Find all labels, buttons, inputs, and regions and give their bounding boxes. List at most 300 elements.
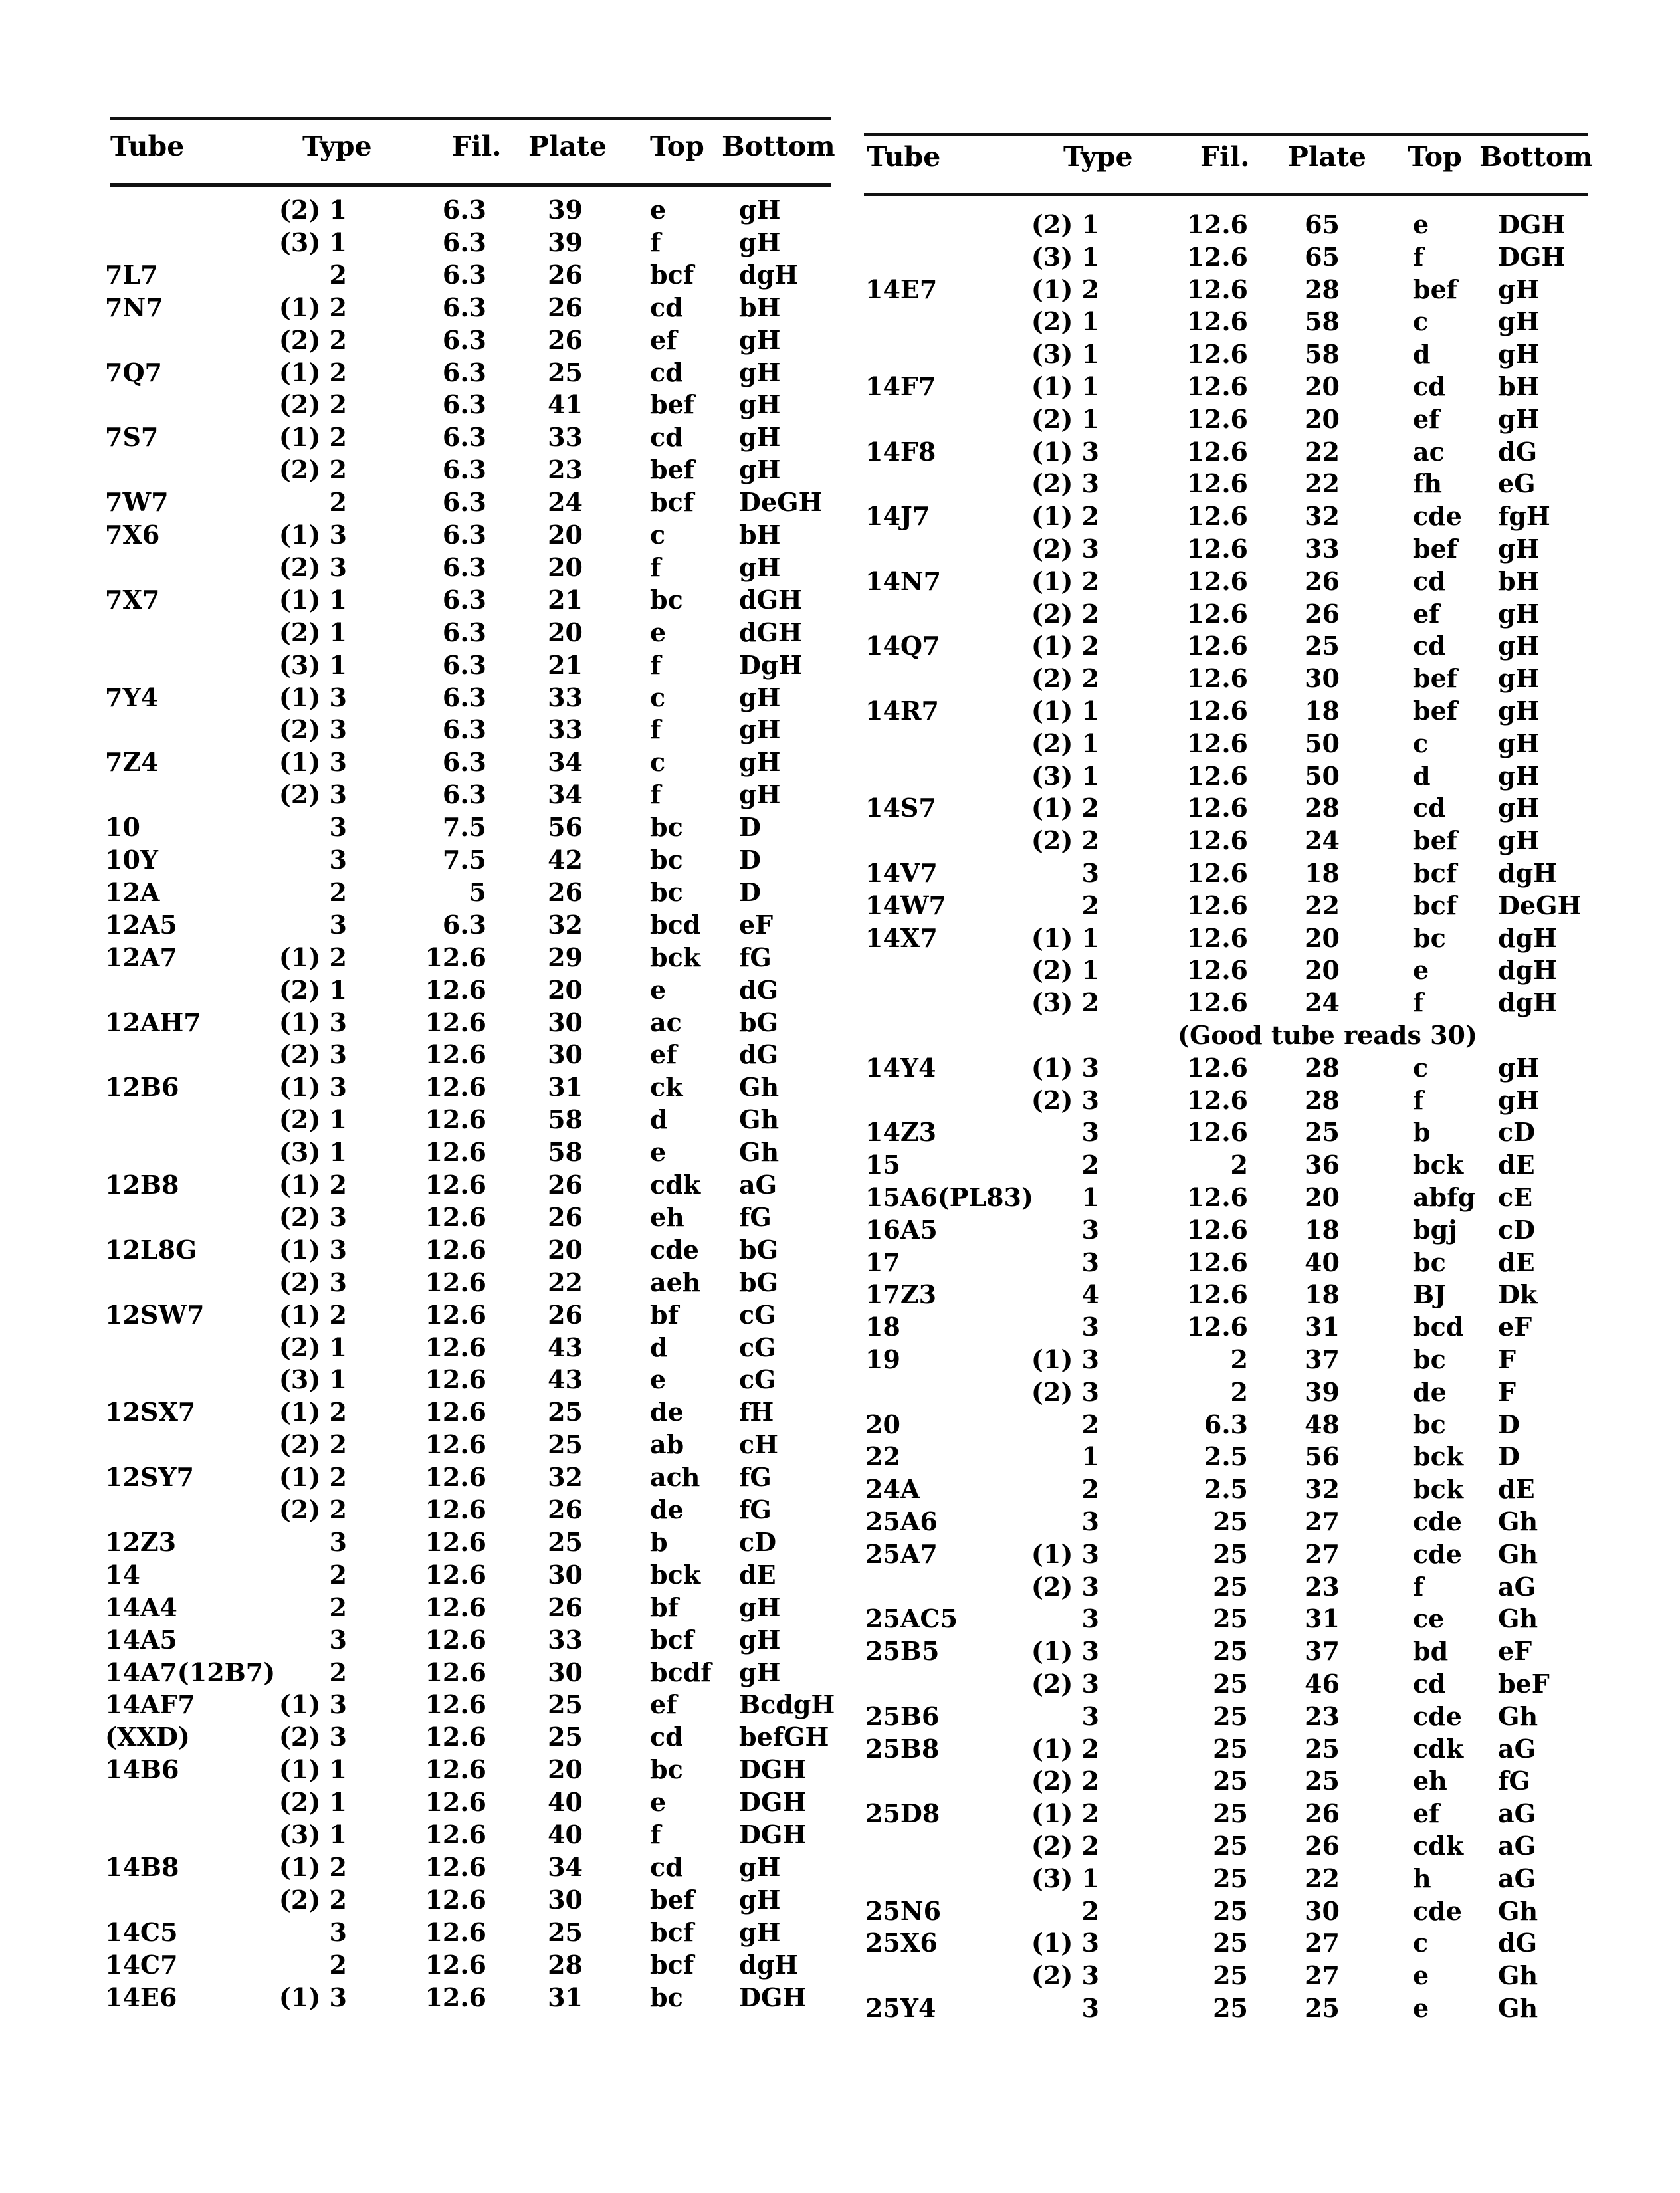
- cell-fil: 12.6: [425, 1787, 486, 1818]
- cell-type: (1) 2: [1031, 1733, 1099, 1764]
- cell-tube: 7Q7: [105, 357, 162, 387]
- cell-fil: 12.6: [425, 1754, 486, 1785]
- cell-bottom: dgH: [1498, 955, 1558, 986]
- cell-fil: 25: [1213, 1993, 1248, 2023]
- cell-plate: 22: [548, 1267, 583, 1297]
- cell-fil: 12.6: [1186, 436, 1248, 467]
- cell-top: cd: [650, 1851, 683, 1882]
- cell-fil: 6.3: [442, 747, 486, 778]
- cell-type: (2) 1: [1031, 728, 1099, 758]
- cell-plate: 37: [1305, 1344, 1340, 1374]
- cell-tube: 7L7: [105, 259, 158, 290]
- cell-plate: 25: [1305, 1733, 1340, 1764]
- cell-bottom: aG: [1498, 1571, 1536, 1602]
- table-row: [0, 922, 1680, 954]
- cell-bottom: beF: [1498, 1669, 1550, 1699]
- cell-top: bf: [650, 1592, 679, 1622]
- table-row: [0, 1247, 1680, 1279]
- table-row: [0, 241, 1680, 273]
- cell-fil: 2.5: [1204, 1441, 1248, 1472]
- cell-tube: 12SW7: [105, 1299, 205, 1330]
- cell-fil: 12.6: [425, 1851, 486, 1882]
- cell-tube: 20: [865, 1409, 900, 1439]
- cell-top: bc: [650, 584, 683, 615]
- cell-top: e: [1413, 209, 1429, 239]
- cell-top: e: [1413, 955, 1429, 986]
- cell-top: b: [650, 1526, 668, 1557]
- cell-top: cd: [1413, 793, 1446, 823]
- cell-type: (2) 3: [278, 1039, 347, 1070]
- cell-type: (1) 1: [1031, 696, 1099, 726]
- cell-fil: 12.6: [1186, 988, 1248, 1018]
- table-row: [0, 1538, 1680, 1570]
- cell-type: (1) 3: [278, 682, 347, 712]
- cell-fil: 2: [1230, 1376, 1248, 1407]
- cell-plate: 27: [1305, 1538, 1340, 1569]
- cell-plate: 33: [1305, 534, 1340, 564]
- cell-tube: 14S7: [865, 793, 936, 823]
- cell-type: (1) 1: [1031, 922, 1099, 953]
- cell-top: f: [650, 552, 661, 582]
- header-top: Top: [1408, 141, 1462, 173]
- cell-plate: 20: [1305, 922, 1340, 953]
- cell-fil: 6.3: [442, 389, 486, 420]
- cell-tube: 7X6: [105, 520, 160, 550]
- cell-plate: 28: [1305, 793, 1340, 823]
- cell-fil: 5: [469, 877, 486, 907]
- cell-fil: 6.3: [442, 292, 486, 322]
- cell-fil: 12.6: [425, 942, 486, 972]
- cell-top: fh: [1413, 469, 1442, 499]
- cell-plate: 20: [548, 1754, 583, 1785]
- cell-tube: 25Y4: [865, 1993, 936, 2023]
- cell-top: bcf: [1413, 890, 1457, 920]
- cell-fil: 12.6: [425, 1884, 486, 1915]
- cell-top: e: [1413, 1960, 1429, 1991]
- cell-plate: 18: [1305, 696, 1340, 726]
- cell-fil: 12.6: [425, 1559, 486, 1590]
- cell-plate: 26: [548, 292, 583, 322]
- cell-type: 3: [329, 812, 347, 843]
- cell-bottom: gH: [739, 422, 781, 453]
- cell-top: bck: [1413, 1474, 1464, 1505]
- cell-plate: 28: [548, 1949, 583, 1980]
- cell-tube: 14A5: [105, 1624, 177, 1655]
- cell-bottom: Gh: [739, 1104, 780, 1135]
- cell-tube: 25B8: [865, 1733, 940, 1764]
- table-row: [0, 987, 1680, 1019]
- cell-top: f: [650, 1820, 661, 1849]
- cell-fil: 12.6: [425, 1201, 486, 1232]
- cell-fil: 12.6: [1186, 241, 1248, 272]
- cell-type: (2) 2: [278, 1884, 347, 1915]
- cell-top: bef: [650, 1884, 695, 1915]
- cell-bottom: dGH: [739, 617, 802, 647]
- cell-plate: 20: [1305, 1182, 1340, 1212]
- cell-top: bcf: [650, 259, 694, 290]
- cell-tube: 15: [865, 1150, 900, 1180]
- cell-type: 3: [1081, 1507, 1099, 1536]
- cell-plate: 22: [1305, 436, 1340, 467]
- cell-type: 2: [329, 259, 347, 290]
- cell-tube: 12A: [105, 877, 160, 907]
- cell-bottom: fG: [1498, 1766, 1530, 1796]
- cell-bottom: DeGH: [739, 487, 823, 518]
- cell-bottom: dgH: [739, 259, 799, 290]
- cell-top: bcf: [650, 487, 694, 518]
- cell-top: cd: [650, 357, 683, 387]
- cell-fil: 12.6: [1186, 728, 1248, 758]
- cell-tube: 25B5: [865, 1636, 940, 1667]
- cell-plate: 20: [548, 617, 583, 647]
- cell-top: c: [650, 520, 666, 550]
- cell-fil: 25: [1213, 1831, 1248, 1861]
- header-bottom: Bottom: [722, 130, 835, 162]
- cell-bottom: DgH: [739, 649, 803, 680]
- cell-type: 2: [329, 877, 347, 907]
- cell-plate: 26: [548, 1299, 583, 1330]
- cell-plate: 46: [1305, 1669, 1340, 1699]
- cell-fil: 25: [1213, 1571, 1248, 1602]
- cell-top: ef: [650, 324, 677, 355]
- cell-type: (2) 2: [278, 324, 347, 355]
- cell-type: (2) 3: [1031, 534, 1099, 564]
- cell-tube: 10: [105, 812, 140, 843]
- cell-top: bef: [1413, 534, 1458, 564]
- cell-plate: 34: [548, 1851, 583, 1882]
- cell-tube: 18: [865, 1312, 900, 1342]
- cell-top: ef: [1413, 403, 1440, 434]
- cell-type: 2: [1081, 1895, 1099, 1926]
- cell-bottom: aG: [739, 1170, 778, 1200]
- cell-tube: 7Y4: [105, 682, 159, 712]
- cell-plate: 33: [548, 422, 583, 453]
- cell-fil: 2: [1230, 1344, 1248, 1374]
- cell-plate: 27: [1305, 1928, 1340, 1958]
- cell-bottom: gH: [739, 195, 781, 225]
- cell-type: (1) 2: [1031, 566, 1099, 596]
- cell-bottom: fG: [739, 1201, 772, 1232]
- cell-fil: 6.3: [442, 324, 486, 355]
- cell-plate: 25: [548, 1722, 583, 1752]
- cell-plate: 33: [548, 1624, 583, 1655]
- cell-top: d: [1413, 760, 1431, 791]
- cell-plate: 22: [1305, 469, 1340, 499]
- cell-type: (2) 3: [278, 1201, 347, 1232]
- cell-plate: 21: [548, 584, 583, 615]
- cell-bottom: gH: [739, 324, 781, 355]
- table-row: [0, 1506, 1680, 1538]
- cell-fil: 12.6: [1186, 858, 1248, 888]
- cell-top: c: [650, 682, 666, 712]
- cell-bottom: DGH: [1498, 241, 1566, 272]
- cell-type: (1) 2: [1031, 631, 1099, 661]
- cell-plate: 25: [1305, 1993, 1340, 2023]
- cell-top: ck: [650, 1072, 683, 1102]
- cell-type: (2) 3: [278, 714, 347, 745]
- left-top-rule: [110, 117, 831, 120]
- cell-type: 3: [1081, 1312, 1099, 1342]
- cell-bottom: aG: [1498, 1798, 1536, 1829]
- table-row: [0, 533, 1680, 565]
- table-row: [0, 338, 1680, 370]
- cell-top: bcf: [650, 1917, 694, 1947]
- cell-type: (1) 2: [278, 942, 347, 972]
- table-row: [0, 1052, 1680, 1084]
- cell-type: (2) 2: [1031, 825, 1099, 856]
- cell-fil: 6.3: [442, 909, 486, 940]
- cell-top: e: [650, 974, 667, 1005]
- cell-fil: 6.3: [442, 487, 486, 518]
- cell-plate: 23: [548, 455, 583, 485]
- cell-bottom: dgH: [739, 1949, 799, 1980]
- cell-bottom: gH: [739, 747, 781, 778]
- cell-tube: 17: [865, 1247, 900, 1277]
- cell-type: (1) 2: [1031, 1798, 1099, 1829]
- cell-plate: 50: [1305, 760, 1340, 791]
- cell-bottom: gH: [739, 714, 781, 745]
- cell-plate: 20: [548, 552, 583, 582]
- cell-top: c: [650, 747, 666, 778]
- cell-top: de: [650, 1495, 684, 1524]
- cell-plate: 26: [548, 877, 583, 907]
- table-row: [0, 1992, 1680, 2024]
- cell-plate: 48: [1305, 1409, 1340, 1439]
- cell-plate: 40: [548, 1787, 583, 1818]
- table-row: [0, 500, 1680, 532]
- cell-top: bcdf: [650, 1657, 712, 1687]
- cell-top: e: [650, 1137, 667, 1168]
- cell-bottom: cH: [739, 1429, 779, 1460]
- table-row: [0, 1311, 1680, 1343]
- cell-bottom: aG: [1498, 1863, 1536, 1893]
- cell-plate: 31: [548, 1982, 583, 2012]
- table-row: [0, 1798, 1680, 1829]
- cell-type: (3) 1: [1031, 760, 1099, 791]
- cell-bottom: DGH: [739, 1982, 807, 2012]
- cell-tube: 16A5: [865, 1214, 938, 1245]
- cell-bottom: fgH: [1498, 501, 1550, 532]
- cell-plate: 42: [548, 845, 583, 875]
- table-row: [0, 1441, 1680, 1473]
- cell-plate: 37: [1305, 1636, 1340, 1667]
- cell-plate: 58: [1305, 306, 1340, 337]
- cell-plate: 30: [1305, 663, 1340, 694]
- cell-bottom: gH: [739, 1624, 781, 1655]
- cell-bottom: dgH: [1498, 988, 1558, 1018]
- cell-tube: 17Z3: [865, 1279, 937, 1310]
- cell-bottom: fH: [739, 1397, 774, 1427]
- cell-type: (1) 1: [1031, 371, 1099, 401]
- header-type: Type: [1063, 141, 1133, 173]
- cell-bottom: DeGH: [1498, 890, 1582, 920]
- cell-fil: 2.5: [1204, 1474, 1248, 1505]
- table-row: [0, 1895, 1680, 1927]
- cell-top: cde: [1413, 1895, 1462, 1926]
- header-plate: Plate: [528, 130, 607, 162]
- cell-bottom: gH: [739, 389, 781, 420]
- cell-bottom: dE: [1498, 1474, 1535, 1505]
- cell-top: f: [650, 780, 661, 810]
- table-row: [0, 1733, 1680, 1765]
- cell-fil: 25: [1213, 1960, 1248, 1991]
- cell-type: (2) 1: [1031, 955, 1099, 986]
- cell-top: e: [1413, 1993, 1429, 2023]
- cell-fil: 6.3: [442, 259, 486, 290]
- cell-tube: 14Q7: [865, 631, 940, 661]
- cell-top: bc: [650, 877, 683, 907]
- table-row: [0, 857, 1680, 889]
- table-row: [0, 954, 1680, 986]
- cell-top: ef: [650, 1689, 677, 1720]
- cell-plate: 18: [1305, 1279, 1340, 1310]
- cell-top: e: [650, 1787, 667, 1818]
- table-row: [0, 1409, 1680, 1441]
- table-row: [0, 1279, 1680, 1310]
- table-row: [0, 274, 1680, 306]
- cell-fil: 12.6: [1186, 371, 1248, 401]
- cell-plate: 24: [1305, 825, 1340, 856]
- cell-top: bef: [1413, 825, 1458, 856]
- table-row: [0, 1344, 1680, 1376]
- cell-type: 2: [1081, 1409, 1099, 1439]
- table-row: [0, 825, 1680, 857]
- cell-top: cde: [1413, 1538, 1462, 1569]
- cell-tube: 14V7: [865, 858, 938, 888]
- cell-plate: 26: [548, 1170, 583, 1200]
- cell-plate: 20: [1305, 371, 1340, 401]
- cell-plate: 58: [548, 1137, 583, 1168]
- cell-plate: 58: [548, 1104, 583, 1135]
- cell-tube: 14A4: [105, 1592, 177, 1622]
- cell-bottom: gH: [739, 1592, 781, 1622]
- cell-plate: 29: [548, 942, 583, 972]
- cell-tube: 7N7: [105, 292, 163, 322]
- cell-plate: 26: [1305, 1798, 1340, 1829]
- cell-type: (1) 3: [1031, 1636, 1099, 1667]
- cell-fil: 12.6: [1186, 209, 1248, 239]
- cell-bottom: fG: [739, 942, 772, 972]
- cell-plate: 25: [548, 1397, 583, 1427]
- cell-bottom: gH: [1498, 825, 1540, 856]
- header-bottom: Bottom: [1479, 141, 1593, 173]
- cell-plate: 34: [548, 780, 583, 810]
- cell-bottom: gH: [739, 1657, 781, 1687]
- cell-top: abfg: [1413, 1182, 1476, 1212]
- cell-bottom: gH: [1498, 728, 1540, 758]
- cell-top: bcf: [650, 1949, 694, 1980]
- cell-type: 2: [329, 1949, 347, 1980]
- cell-bottom: D: [739, 812, 761, 843]
- cell-tube: 7X7: [105, 584, 160, 615]
- cell-bottom: gH: [739, 1917, 781, 1947]
- cell-top: e: [650, 617, 667, 647]
- cell-fil: 12.6: [1186, 1052, 1248, 1083]
- cell-plate: 26: [548, 1592, 583, 1622]
- cell-plate: 22: [1305, 1863, 1340, 1893]
- cell-top: bcf: [650, 1624, 694, 1655]
- cell-type: (2) 3: [1031, 469, 1099, 499]
- cell-plate: 26: [1305, 598, 1340, 629]
- cell-plate: 20: [1305, 403, 1340, 434]
- cell-top: bc: [1413, 1344, 1446, 1374]
- cell-tube: 12B6: [105, 1072, 179, 1102]
- cell-top: bc: [1413, 922, 1446, 953]
- cell-type: (1) 2: [1031, 274, 1099, 304]
- cell-top: cde: [1413, 1507, 1462, 1536]
- cell-type: (1) 2: [278, 422, 347, 453]
- cell-top: de: [650, 1397, 684, 1427]
- cell-bottom: BcdgH: [739, 1689, 835, 1720]
- cell-fil: 6.3: [442, 227, 486, 257]
- cell-fil: 12.6: [425, 1982, 486, 2012]
- cell-top: cde: [650, 1234, 699, 1265]
- cell-plate: 28: [1305, 1052, 1340, 1083]
- table-row: [0, 1830, 1680, 1862]
- cell-tube: 10Y: [105, 845, 159, 875]
- cell-tube: 14E7: [865, 274, 938, 304]
- cell-fil: 6.3: [442, 552, 486, 582]
- cell-bottom: D: [739, 845, 761, 875]
- cell-tube: 14R7: [865, 696, 939, 726]
- cell-fil: 25: [1213, 1895, 1248, 1926]
- cell-bottom: Gh: [1498, 1993, 1538, 2023]
- cell-top: bc: [1413, 1247, 1446, 1277]
- cell-bottom: gH: [1498, 793, 1540, 823]
- cell-type: (3) 1: [1031, 339, 1099, 369]
- cell-bottom: bH: [1498, 566, 1540, 596]
- cell-type: (2) 1: [1031, 209, 1099, 239]
- cell-bottom: befGH: [739, 1722, 829, 1752]
- cell-plate: 26: [548, 1495, 583, 1524]
- cell-tube: 14J7: [865, 501, 930, 532]
- cell-type: (2) 2: [1031, 1766, 1099, 1796]
- cell-top: d: [650, 1332, 668, 1362]
- cell-plate: 39: [548, 227, 583, 257]
- cell-type: (1) 2: [278, 292, 347, 322]
- cell-top: f: [1413, 1571, 1424, 1602]
- cell-bottom: dG: [1498, 1928, 1538, 1958]
- cell-bottom: cD: [1498, 1117, 1536, 1148]
- cell-plate: 26: [548, 324, 583, 355]
- cell-bottom: Gh: [739, 1137, 780, 1168]
- cell-plate: 22: [1305, 890, 1340, 920]
- cell-tube: 14F7: [865, 371, 936, 401]
- right-top-rule: [864, 133, 1588, 136]
- cell-plate: 25: [1305, 1117, 1340, 1148]
- cell-bottom: bH: [739, 520, 781, 550]
- cell-fil: 12.6: [425, 1462, 486, 1493]
- cell-tube: 22: [865, 1441, 900, 1472]
- cell-fil: 6.3: [442, 617, 486, 647]
- cell-bottom: gH: [1498, 339, 1540, 369]
- cell-tube: 7Z4: [105, 747, 159, 778]
- cell-type: 2: [329, 1559, 347, 1590]
- cell-fil: 12.6: [1186, 274, 1248, 304]
- cell-plate: 24: [548, 487, 583, 518]
- cell-top: c: [1413, 728, 1429, 758]
- cell-plate: 33: [548, 682, 583, 712]
- cell-type: (1) 2: [278, 357, 347, 387]
- cell-plate: 41: [548, 389, 583, 420]
- cell-top: e: [650, 195, 667, 225]
- cell-top: c: [1413, 1052, 1429, 1083]
- cell-bottom: dG: [739, 974, 779, 1005]
- cell-tube: 14B6: [105, 1754, 179, 1785]
- cell-type: 3: [329, 909, 347, 940]
- cell-type: 1: [1081, 1441, 1099, 1472]
- cell-type: (2) 1: [278, 1104, 347, 1135]
